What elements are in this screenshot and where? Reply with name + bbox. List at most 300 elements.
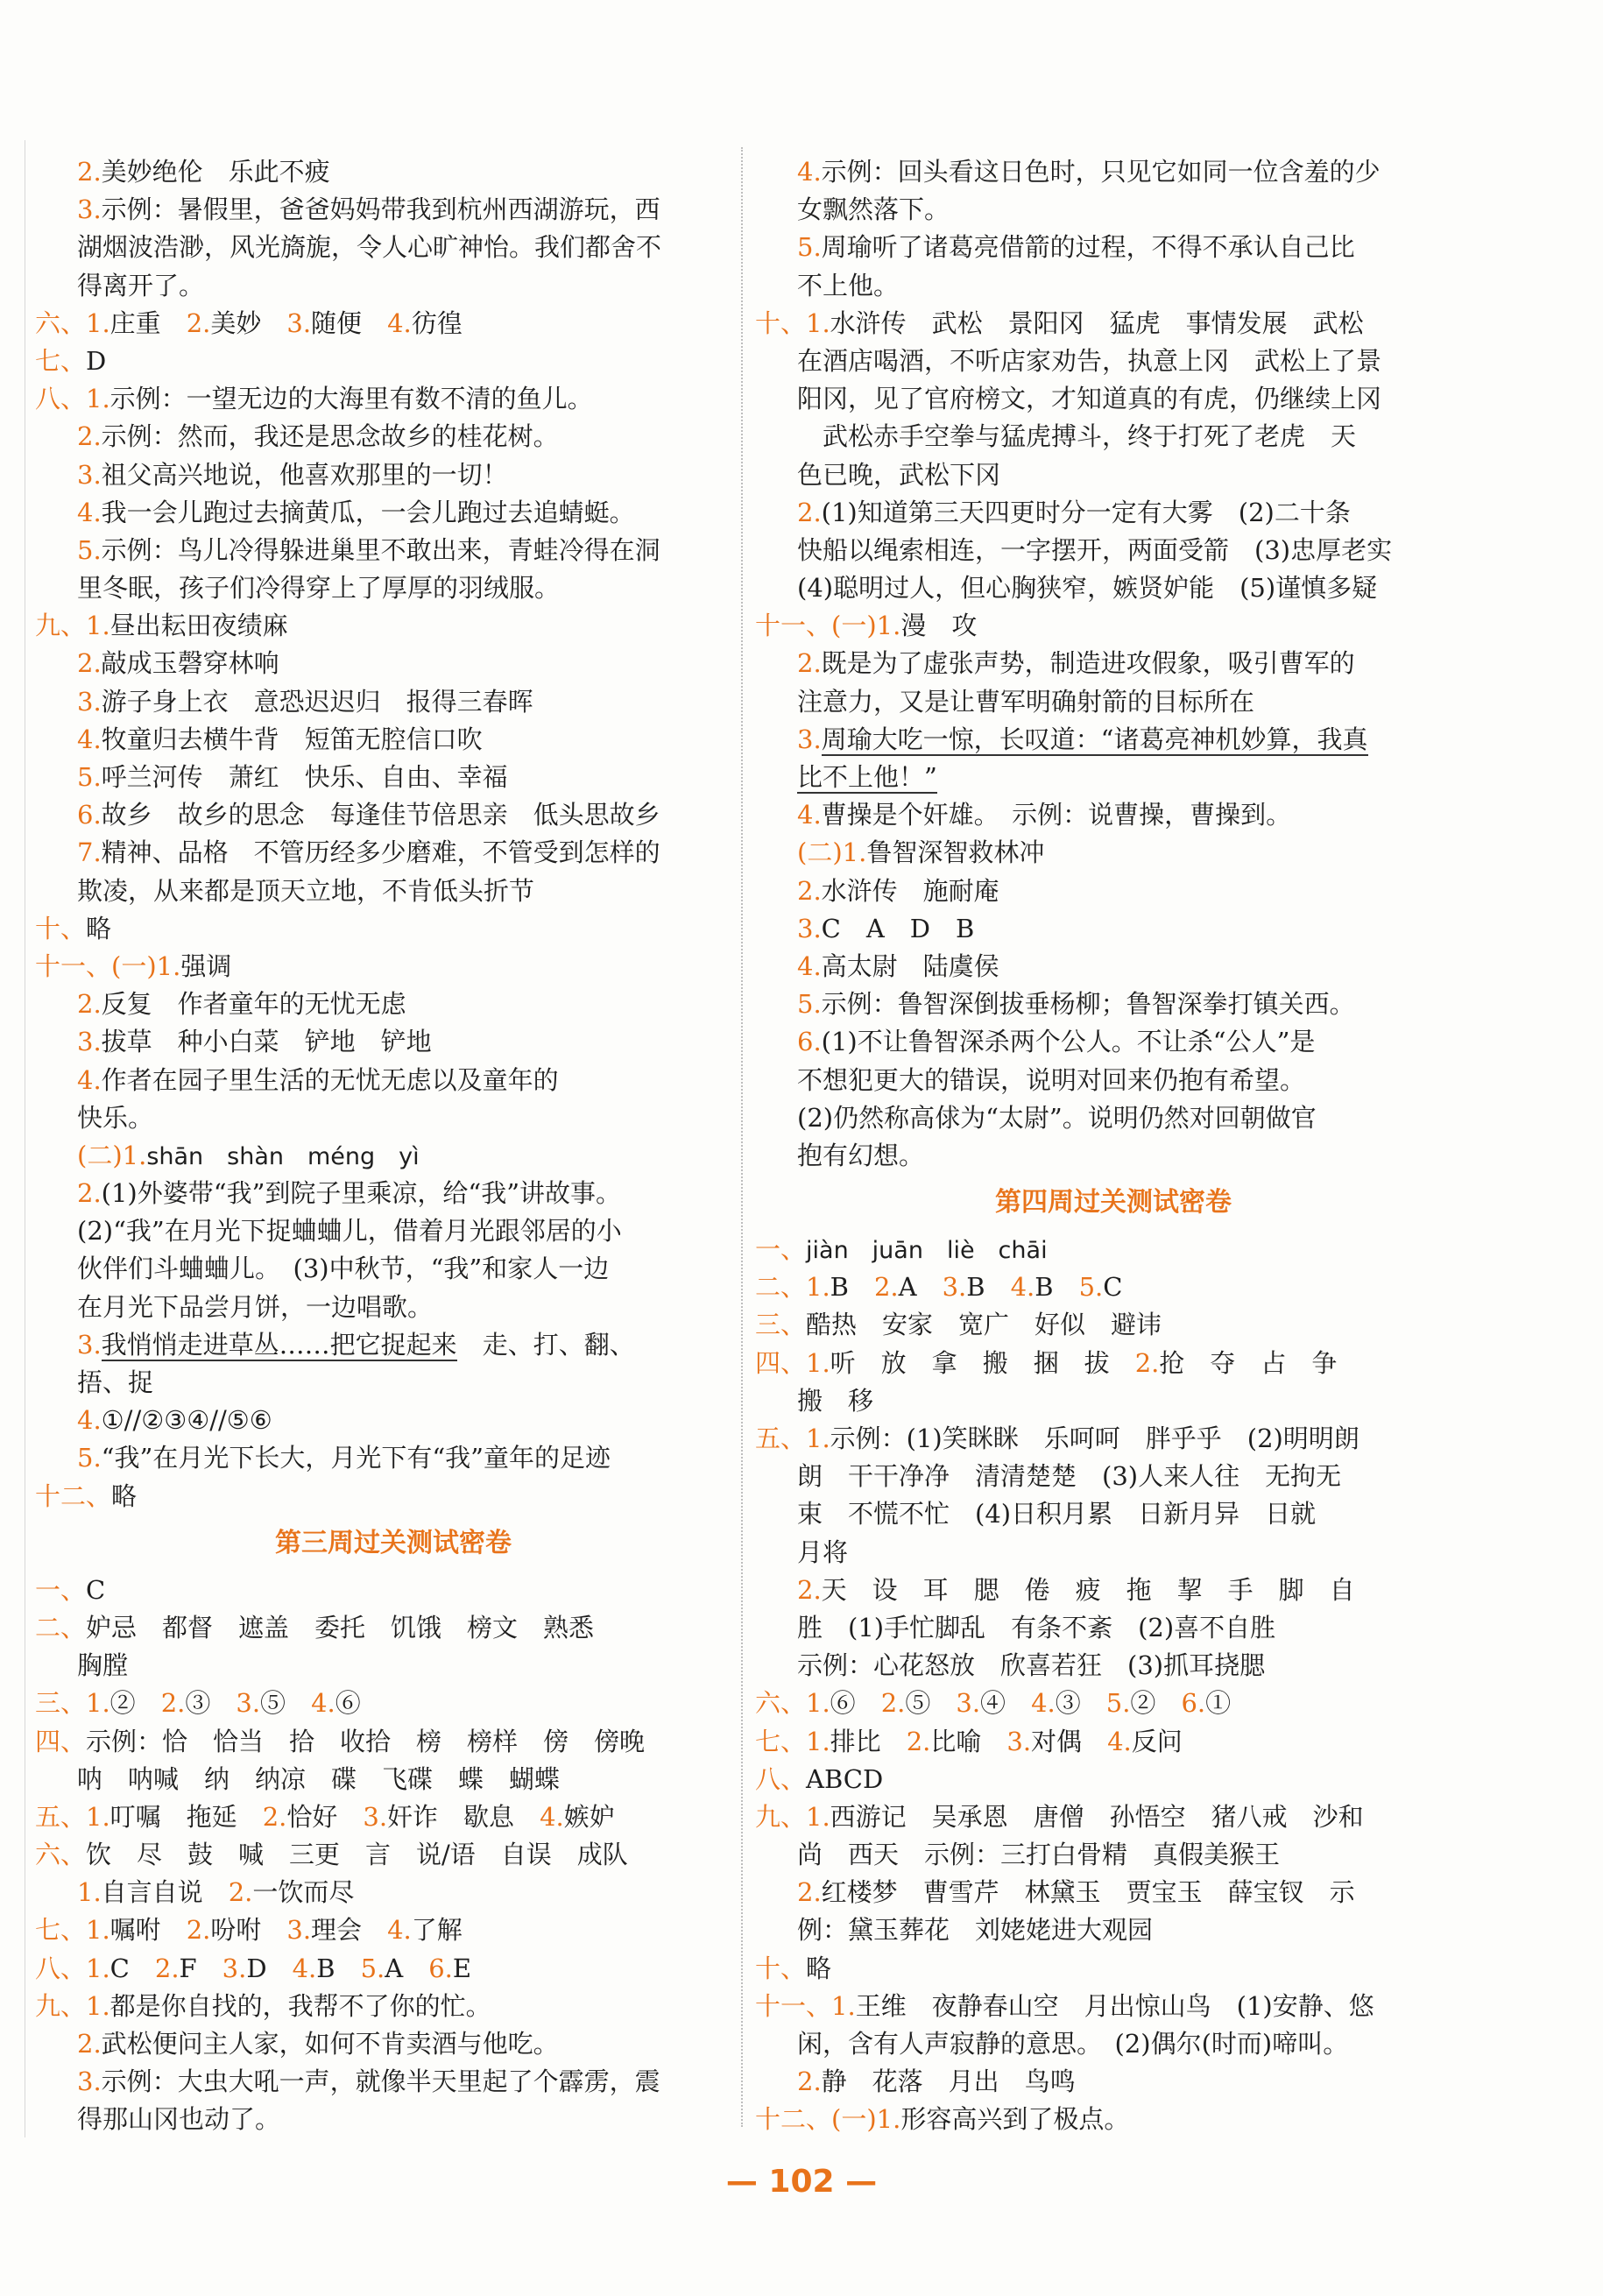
answer-text: B [316, 1953, 361, 1983]
left-answer-line [35, 1250, 752, 1288]
answer-text: 略 [86, 913, 112, 943]
left-answer-line [35, 986, 752, 1023]
answer-text: 酷热 安家 宽广 好似 避讳 [806, 1310, 1162, 1340]
left-answer-line [35, 380, 752, 418]
left-answer-line [35, 569, 752, 607]
left-answer-line [35, 2063, 752, 2101]
answer-label: 3. [286, 307, 312, 338]
answer-text: 不上他。 [797, 270, 900, 300]
column-divider [741, 147, 743, 2127]
right-answer-line [755, 2101, 1472, 2138]
answer-label: 5. [77, 1443, 102, 1473]
answer-text: ⑥ [830, 1688, 881, 1719]
answer-label: 七、 [35, 345, 87, 376]
answer-label: 2. [154, 1953, 180, 1983]
answer-text: 对偶 [1031, 1726, 1108, 1756]
answer-text: 示例：鲁智深倒拔垂杨柳；鲁智深拳打镇关西。 [821, 989, 1355, 1020]
answer-text: 快乐。 [77, 1102, 154, 1133]
answer-label: 二、 [35, 1612, 87, 1643]
answer-label: 六、 [35, 1840, 87, 1870]
answer-label: 五、1. [755, 1424, 830, 1453]
answer-label: 2. [797, 1877, 822, 1908]
answer-label: 5. [77, 534, 102, 565]
left-answer-line [35, 683, 752, 721]
answer-text: 示例：暑假里，爸爸妈妈带我到杭州西湖游玩，西 [101, 194, 660, 225]
right-answer-line [755, 1534, 1472, 1572]
left-answer-line [35, 1798, 752, 1836]
right-answer-line [755, 607, 1472, 645]
right-answer-line [755, 2063, 1472, 2101]
answer-text: D [246, 1953, 293, 1983]
right-answer-line [755, 1798, 1472, 1836]
right-answer-line [755, 1023, 1472, 1061]
right-answer-line [755, 191, 1472, 229]
answer-label: 2. [77, 1178, 102, 1209]
answer-text: 吩咐 [210, 1915, 287, 1946]
answer-text: 武松赤手空拳与猛虎搏斗，终于打死了老虎 天 [797, 421, 1357, 452]
answer-text: ① [1205, 1688, 1232, 1719]
answer-text: 示例：(1)笑眯眯 乐呵呵 胖乎乎 (2)明明朗 [830, 1424, 1359, 1453]
answer-text: 周瑜听了诸葛亮借箭的过程，不得不承认自己比 [821, 232, 1355, 263]
answer-text: 精神、品格 不管历经多少磨难，不管受到怎样的 [101, 837, 660, 868]
left-answer-line [35, 796, 752, 834]
right-answer-line [755, 229, 1472, 266]
answer-label: 5. [797, 232, 822, 263]
answer-label: 五、1. [35, 1801, 110, 1832]
answer-label: 3. [77, 459, 102, 490]
answer-label: 3. [77, 1329, 102, 1360]
answer-text: 牧童归去横牛背 短笛无腔信口吹 [101, 724, 483, 754]
answer-label: 十一、(一)1. [35, 950, 181, 981]
answer-label: 六、1. [755, 1688, 830, 1719]
answer-text: 注意力，又是让曹军明确射箭的目标所在 [797, 686, 1255, 717]
answer-label: 3. [77, 1027, 102, 1057]
answer-text: 示例：回头看这日色时，只见它如同一位含羞的少 [821, 157, 1381, 187]
answer-label: 八、1. [35, 1953, 110, 1983]
answer-label: 4. [797, 157, 822, 187]
left-answer-line [35, 418, 752, 456]
answer-label: 七、1. [35, 1915, 110, 1946]
answer-text: ⑤ [260, 1688, 312, 1719]
answer-label: 6. [797, 1027, 822, 1057]
answer-text: 示例：鸟儿冷得躲进巢里不敢出来，青蛙冷得在洞 [101, 534, 660, 565]
right-column [755, 153, 1472, 2139]
answer-label: 6. [1181, 1688, 1206, 1719]
answer-text: 阳冈，见了官府榜文，才知道真的有虎，仍继续上冈 [797, 384, 1382, 414]
answer-label: 十、 [35, 913, 87, 943]
answer-text: 庄重 [109, 307, 187, 338]
answer-label: 3. [363, 1801, 388, 1832]
left-answer-line [35, 456, 752, 494]
answer-text: 美妙 [210, 307, 287, 338]
answer-label: 七、1. [755, 1726, 830, 1756]
answer-label: 2. [77, 2029, 102, 2059]
answer-text: 色已晚，武松下冈 [797, 459, 1001, 490]
answer-label: 十一、(一)1. [755, 611, 901, 641]
right-answer-line [755, 948, 1472, 986]
answer-label: 3. [222, 1953, 247, 1983]
answer-label: 九、1. [755, 1801, 830, 1832]
right-answer-line [755, 267, 1472, 305]
answer-text: 水浒传 武松 景阳冈 猛虎 事情发展 武松 [830, 307, 1364, 338]
right-answer-line [755, 1609, 1472, 1647]
answer-label: 2. [873, 1272, 899, 1303]
answer-text: ③ [1055, 1688, 1106, 1719]
answer-label: 2. [797, 2066, 822, 2097]
answer-text: 游子身上衣 意恐迟迟归 报得三春晖 [101, 686, 533, 717]
answer-text: ①//②③④//⑤⑥ [101, 1405, 272, 1436]
answer-text: 西游记 吴承恩 唐僧 孙悟空 猪八戒 沙和 [830, 1801, 1364, 1832]
answer-text: ② [109, 1688, 161, 1719]
right-answer-line [755, 456, 1472, 494]
answer-text: 一饮而尽 [252, 1877, 355, 1908]
answer-label: 3. [77, 686, 102, 717]
answer-text: “我”在月光下长大，月光下有“我”童年的足迹 [101, 1443, 611, 1473]
answer-text: (2)“我”在月光下捉蛐蛐儿，借着月光跟邻居的小 [77, 1216, 622, 1247]
answer-label: 5. [1078, 1272, 1104, 1303]
answer-text: ⑤ [905, 1688, 957, 1719]
answer-label: 八、1. [35, 384, 110, 414]
right-answer-line [755, 1345, 1472, 1382]
answer-label: 4. [797, 800, 822, 830]
answer-text: 朗 干干净净 清清楚楚 (3)人来人往 无拘无 [797, 1461, 1342, 1492]
answer-text: B [1035, 1272, 1079, 1303]
left-answer-line [35, 153, 752, 191]
answer-text: 示例：心花怒放 欣喜若狂 (3)抓耳挠腮 [797, 1650, 1266, 1681]
right-answer-line [755, 1420, 1472, 1458]
left-answer-line [35, 834, 752, 872]
answer-text: 女飘然落下。 [797, 194, 950, 225]
answer-label: 4. [1107, 1726, 1132, 1756]
answer-text: 水浒传 施耐庵 [821, 875, 999, 906]
right-answer-line [755, 532, 1472, 569]
answer-text: 曹操是个奸雄。 示例：说曹操，曹操到。 [821, 800, 1292, 830]
answer-label: 2. [228, 1877, 253, 1908]
answer-text: ④ [980, 1688, 1032, 1719]
answer-text: B [830, 1272, 874, 1303]
answer-label: 4. [77, 1405, 102, 1436]
right-answer-line [755, 569, 1472, 607]
answer-label: 九、1. [35, 611, 110, 641]
answer-text: 抱有幻想。 [797, 1140, 925, 1170]
answer-label: 2. [797, 1574, 822, 1605]
answer-label: 4. [387, 307, 412, 338]
answer-text: 尚 西天 示例：三打白骨精 真假美猴王 [797, 1840, 1281, 1870]
answer-text: (4)聪明过人，但心胸狭窄，嫉贤妒能 (5)谨慎多疑 [797, 573, 1378, 604]
left-answer-line [35, 872, 752, 910]
answer-label: (二)1. [77, 1140, 147, 1170]
answer-label: (二)1. [797, 837, 867, 868]
answer-label: 二、1. [755, 1272, 830, 1303]
answer-label: 十、 [755, 1953, 807, 1983]
left-answer-line [35, 1572, 752, 1609]
answer-label: 2. [797, 497, 822, 527]
answer-text: C [109, 1953, 155, 1983]
right-answer-line [755, 1572, 1472, 1609]
right-answer-line [755, 2025, 1472, 2063]
answer-text: 湖烟波浩渺，风光旖旎，令人心旷神怡。我们都舍不 [77, 232, 662, 263]
answer-text: 束 不慌不忙 (4)日积月累 日新月异 日就 [797, 1499, 1317, 1529]
answer-label: 5. [77, 762, 102, 792]
answer-text: 随便 [311, 307, 388, 338]
answer-label: 2. [160, 1688, 186, 1719]
answer-text: 漫 攻 [900, 611, 978, 641]
answer-label: 十、1. [755, 307, 830, 338]
answer-text: 听 放 拿 搬 捆 拔 [830, 1347, 1135, 1378]
answer-text: 高太尉 陆虞侯 [821, 950, 999, 981]
answer-text: 月将 [797, 1537, 849, 1567]
left-answer-line [35, 267, 752, 305]
answer-text: ABCD [806, 1763, 884, 1794]
answer-label: 4. [797, 950, 822, 981]
answer-label: 九、1. [35, 1990, 110, 2021]
answer-text: E [452, 1953, 472, 1983]
answer-label: 6. [77, 800, 102, 830]
answer-text: 了解 [411, 1915, 463, 1946]
right-answer-line [755, 1950, 1472, 1988]
answer-text: 王维 夜静春山空 月出惊山鸟 (1)安静、悠 [855, 1990, 1374, 2021]
answer-text: 嫉妒 [563, 1801, 615, 1832]
answer-text: 自言自说 [101, 1877, 229, 1908]
answer-text: 走、打、翻、 [456, 1329, 635, 1360]
right-answer-line [755, 1761, 1472, 1798]
answer-label: 三、 [755, 1310, 807, 1340]
right-answer-line [755, 1874, 1472, 1911]
answer-label: 3. [77, 194, 102, 225]
left-answer-line [35, 1950, 752, 1988]
answer-text: 捂、捉 [77, 1367, 154, 1397]
left-answer-line [35, 191, 752, 229]
answer-label: 八、 [755, 1763, 807, 1794]
right-answer-line [755, 1268, 1472, 1306]
answer-text: 作者在园子里生活的无忧无虑以及童年的 [101, 1064, 559, 1095]
answer-label: 4. [77, 497, 102, 527]
answer-text: 昼出耘田夜绩麻 [109, 611, 288, 641]
answer-label: 2. [1134, 1347, 1160, 1378]
right-answer-line [755, 872, 1472, 910]
answer-text: jiàn juān liè chāi [806, 1237, 1048, 1265]
answer-text: 示例：大虫大吼一声，就像半天里起了个霹雳，震 [101, 2066, 660, 2097]
left-answer-line [35, 494, 752, 532]
answer-text: 示例：一望无边的大海里有数不清的鱼儿。 [109, 384, 593, 414]
answer-label: 3. [797, 724, 822, 754]
answer-label: 3. [236, 1688, 261, 1719]
answer-label: 2. [797, 875, 822, 906]
left-answer-line [35, 1478, 752, 1515]
answer-label: 5. [797, 989, 822, 1020]
answer-label: 一、 [755, 1234, 807, 1265]
answer-text: 胜 (1)手忙脚乱 有条不紊 (2)喜不自胜 [797, 1612, 1276, 1643]
right-answer-line [755, 153, 1472, 191]
left-answer-line [35, 305, 752, 343]
answer-text: 快船以绳索相连，一字摆开，两面受箭 (3)忠厚老实 [797, 534, 1393, 565]
left-answer-line [35, 1137, 752, 1175]
answer-text: 奸诈 歇息 [387, 1801, 540, 1832]
right-answer-line [755, 1137, 1472, 1175]
answer-text: 在酒店喝酒，不听店家劝告，执意上冈 武松上了景 [797, 345, 1382, 376]
answer-text: 静 花落 月出 鸟鸣 [821, 2066, 1076, 2097]
answer-label: 2. [797, 648, 822, 679]
answer-label: 6. [428, 1953, 453, 1983]
left-answer-line [35, 607, 752, 645]
right-answer-line [755, 1495, 1472, 1533]
answer-label: 3. [1006, 1726, 1032, 1756]
answer-text: 排比 [830, 1726, 907, 1756]
answer-text: 彷徨 [411, 307, 463, 338]
answer-text: 在月光下品尝月饼，一边唱歌。 [77, 1291, 434, 1322]
left-answer-line [35, 1023, 752, 1061]
answer-label: 4. [311, 1688, 335, 1719]
left-answer-line [35, 645, 752, 682]
left-answer-line [35, 1911, 752, 1949]
answer-text: A [898, 1272, 943, 1303]
answer-label: 一、 [35, 1574, 87, 1605]
answer-text: 叮嘱 拖延 [109, 1801, 263, 1832]
answer-text: 不想犯更大的错误，说明对回来仍抱有希望。 [797, 1064, 1306, 1095]
section-title: 第三周过关测试密卷 [275, 1527, 512, 1558]
right-answer-line [755, 494, 1472, 532]
answer-label: 2. [880, 1688, 906, 1719]
answer-text: 得那山冈也动了。 [77, 2104, 281, 2135]
answer-text: 美妙绝伦 乐此不疲 [101, 157, 330, 187]
answer-text: 比喻 [930, 1726, 1007, 1756]
answer-label: 2. [906, 1726, 931, 1756]
answer-label: 3. [956, 1688, 981, 1719]
answer-label: 三、1. [35, 1688, 110, 1719]
answer-text: 我悄悄走进草丛……把它捉起来 [101, 1329, 457, 1360]
answer-label: 3. [286, 1915, 312, 1946]
answer-text: 故乡 故乡的思念 每逢佳节倍思亲 低头思故乡 [101, 800, 660, 830]
answer-text: 恰好 [286, 1801, 364, 1832]
answer-label: 4. [77, 1064, 102, 1095]
answer-text: 武松便问主人家，如何不肯卖酒与他吃。 [101, 2029, 559, 2059]
left-answer-line [35, 1212, 752, 1250]
left-answer-line [35, 1988, 752, 2025]
answer-text: A [385, 1953, 429, 1983]
answer-text: C [1103, 1272, 1123, 1303]
right-answer-line [755, 1723, 1472, 1761]
right-answer-line [755, 796, 1472, 834]
right-answer-line [755, 1836, 1472, 1874]
answer-text: 饮 尽 鼓 喊 三更 言 说/语 自误 成队 [86, 1840, 628, 1870]
answer-text: 比不上他！” [797, 762, 937, 792]
left-answer-line [35, 1099, 752, 1137]
right-answer-line [755, 1647, 1472, 1685]
right-answer-line [755, 1458, 1472, 1495]
right-answer-line [755, 645, 1472, 682]
answer-label: 4. [1010, 1272, 1035, 1303]
answer-text: 抢 夺 占 争 [1159, 1347, 1338, 1378]
answer-text: 呼兰河传 萧红 快乐、自由、幸福 [101, 762, 508, 792]
left-answer-line [35, 1874, 752, 1911]
section-title: 第四周过关测试密卷 [995, 1187, 1232, 1219]
left-answer-line [35, 2101, 752, 2138]
right-answer-line [755, 910, 1472, 948]
answer-label: 3. [797, 913, 822, 943]
answer-text: 得离开了。 [77, 270, 205, 300]
left-answer-line [35, 1609, 752, 1647]
answer-label: 4. [292, 1953, 317, 1983]
answer-label: 5. [1105, 1688, 1131, 1719]
answer-label: 2. [77, 157, 102, 187]
answer-label: 4. [1031, 1688, 1056, 1719]
right-answer-line [755, 1231, 1472, 1268]
right-answer-line [755, 759, 1472, 796]
answer-label: 2. [77, 648, 102, 679]
left-answer-line [35, 1647, 752, 1685]
answer-text: 拔草 种小白菜 铲地 铲地 [101, 1027, 432, 1057]
left-column [35, 153, 752, 2139]
answer-label: 3. [942, 1272, 967, 1303]
right-answer-line [755, 1099, 1472, 1137]
right-answer-line [755, 1685, 1472, 1722]
answer-text: 例：黛玉葬花 刘姥姥进大观园 [797, 1915, 1154, 1946]
answer-text: 欺凌，从来都是顶天立地，不肯低头折节 [77, 875, 535, 906]
answer-label: 1. [77, 1877, 102, 1908]
answer-label: 4. [77, 724, 102, 754]
answer-label: 5. [360, 1953, 385, 1983]
answer-text: (1)外婆带“我”到院子里乘凉，给“我”讲故事。 [101, 1178, 622, 1209]
left-answer-line [35, 532, 752, 569]
left-answer-line [35, 1836, 752, 1874]
answer-text: ⑥ [335, 1688, 361, 1719]
answer-text: 祖父高兴地说，他喜欢那里的一切！ [101, 459, 508, 490]
answer-text: 示例：然而，我还是思念故乡的桂花树。 [101, 421, 559, 452]
right-answer-line [755, 343, 1472, 380]
answer-label: 2. [186, 307, 211, 338]
left-answer-line [35, 2025, 752, 2063]
right-answer-line [755, 986, 1472, 1023]
left-answer-line [35, 759, 752, 796]
answer-text: 呐 呐喊 纳 纳凉 碟 飞碟 蝶 蝴蝶 [77, 1763, 561, 1794]
right-answer-line [755, 418, 1472, 456]
left-answer-line [35, 229, 752, 266]
right-answer-line [755, 1911, 1472, 1949]
answer-label: 3. [77, 2066, 102, 2097]
right-answer-line [755, 683, 1472, 721]
answer-text: ② [1130, 1688, 1182, 1719]
answer-text: 伙伴们斗蛐蛐儿。 (3)中秋节，“我”和家人一边 [77, 1254, 610, 1284]
answer-text: 嘱咐 [109, 1915, 187, 1946]
answer-text: C A D B [821, 913, 975, 943]
left-answer-line [35, 910, 752, 948]
left-answer-line [35, 721, 752, 759]
right-answer-line [755, 380, 1472, 418]
right-answer-line [755, 305, 1472, 343]
answer-text: 天 设 耳 腮 倦 疲 拖 挈 手 脚 自 [821, 1574, 1355, 1605]
left-answer-line [35, 1175, 752, 1212]
answer-label: 4. [540, 1801, 564, 1832]
answer-label: 4. [387, 1915, 412, 1946]
answer-text: D [86, 345, 107, 376]
answer-text: 强调 [180, 950, 232, 981]
answer-label: 2. [262, 1801, 287, 1832]
answer-text: 搬 移 [797, 1385, 874, 1416]
answer-text: 我一会儿跑过去摘黄瓜，一会儿跑过去追蜻蜓。 [101, 497, 635, 527]
answer-text: 既是为了虚张声势，制造进攻假象，吸引曹军的 [821, 648, 1355, 679]
left-answer-line [35, 1364, 752, 1402]
answer-text: (2)仍然称高俅为“太尉”。说明仍然对回朝做官 [797, 1102, 1317, 1133]
answer-text: 理会 [311, 1915, 388, 1946]
answer-text: ③ [185, 1688, 237, 1719]
answer-label: 十一、1. [755, 1990, 856, 2021]
answer-text: C [86, 1574, 106, 1605]
answer-text: 鲁智深智救林冲 [866, 837, 1045, 868]
right-answer-line [755, 834, 1472, 872]
answer-text: shān shàn méng yì [146, 1142, 420, 1170]
left-answer-line [35, 1062, 752, 1099]
answer-text: 略 [806, 1953, 832, 1983]
